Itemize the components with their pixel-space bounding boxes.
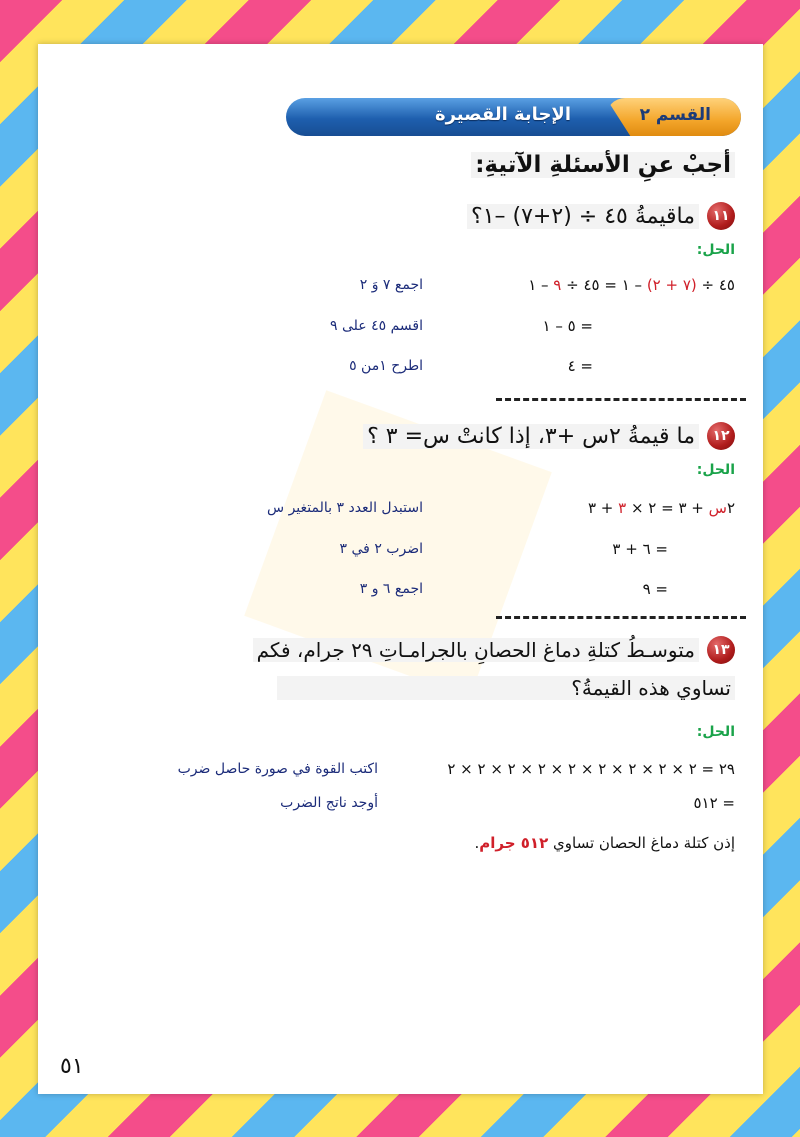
- q11-note-1: اجمع ٧ وَ ٢: [359, 277, 423, 293]
- question-12: [363, 422, 735, 450]
- page-number: ٥١: [60, 1054, 84, 1079]
- q11-equation-3: = ٤: [567, 357, 593, 375]
- q12-note-3: اجمع ٦ و ٣: [359, 581, 423, 597]
- section-header: [286, 98, 741, 136]
- question-text: ماقيمةُ ٤٥ ÷ (٢+٧) –١؟: [467, 204, 699, 229]
- solution-label: الحل:: [696, 242, 735, 258]
- q11-note-2: اقسم ٤٥ على ٩: [330, 318, 423, 334]
- q12-note-1: استبدل العدد ٣ بالمتغير س: [267, 500, 423, 516]
- eq-part: + ٣ = ٢ ×: [626, 499, 709, 517]
- q11-note-3: اطرح ١من ٥: [349, 358, 423, 374]
- eq-highlight: ٣: [618, 499, 627, 517]
- solution-label: الحل:: [696, 724, 735, 740]
- eq-part: ٢: [726, 499, 735, 517]
- question-number-badge: ١٣: [707, 636, 735, 664]
- question-text: متوسـطُ كتلةِ دماغ الحصانِ بالجرامـاتِ ٢٩ جرام، فكم: [253, 638, 699, 662]
- eq-part: ٤٥ ÷: [696, 276, 735, 294]
- eq-part: – ١ = ٤٥ ÷: [561, 276, 647, 294]
- question-13: [253, 636, 735, 664]
- page-paper: [38, 44, 763, 1094]
- conclusion-period: .: [474, 834, 480, 852]
- question-text: ما قيمةُ ٢س +٣، إذا كانتْ س= ٣ ؟: [363, 424, 699, 449]
- question-number-badge: ١٢: [707, 422, 735, 450]
- question-number-badge: ١١: [707, 202, 735, 230]
- eq-highlight: س: [708, 499, 727, 517]
- conclusion-value: ٥١٢ جرام: [479, 834, 549, 852]
- section-title: الإجابة القصيرة: [434, 104, 571, 125]
- section-label: القسم ٢: [639, 105, 711, 125]
- q12-equation-3: = ٩: [642, 580, 668, 598]
- instructions: أجبْ عنِ الأسئلةِ الآتيةِ:: [471, 152, 735, 178]
- q11-equation-1: [528, 276, 735, 294]
- q12-equation-1: [588, 499, 735, 517]
- q13-equation-1: ٢٩ = ٢ × ٢ × ٢ × ٢ × ٢ × ٢ × ٢ × ٢ × ٢: [447, 760, 735, 778]
- q13-note-2: أوجد ناتج الضرب: [280, 795, 378, 811]
- question-11: [467, 202, 735, 230]
- q12-equation-2: = ٦ + ٣: [612, 540, 668, 558]
- solution-label: الحل:: [696, 462, 735, 478]
- separator-dashed: [496, 398, 746, 401]
- q13-conclusion: [474, 834, 735, 852]
- question-text-line2: تساوي هذه القيمةُ؟: [277, 676, 735, 700]
- q12-note-2: اضرب ٢ في ٣: [339, 541, 423, 557]
- separator-dashed: [496, 616, 746, 619]
- conclusion-text: إذن كتلة دماغ الحصان تساوي: [553, 834, 735, 852]
- eq-highlight: (٧ + ٢): [646, 276, 697, 294]
- eq-highlight: ٩: [553, 276, 562, 294]
- q13-note-1: اكتب القوة في صورة حاصل ضرب: [177, 761, 378, 777]
- q11-equation-2: = ٥ – ١: [542, 317, 593, 335]
- q13-equation-2: = ٥١٢: [693, 794, 735, 812]
- eq-part: + ٣: [587, 499, 619, 517]
- eq-part: – ١: [528, 276, 554, 294]
